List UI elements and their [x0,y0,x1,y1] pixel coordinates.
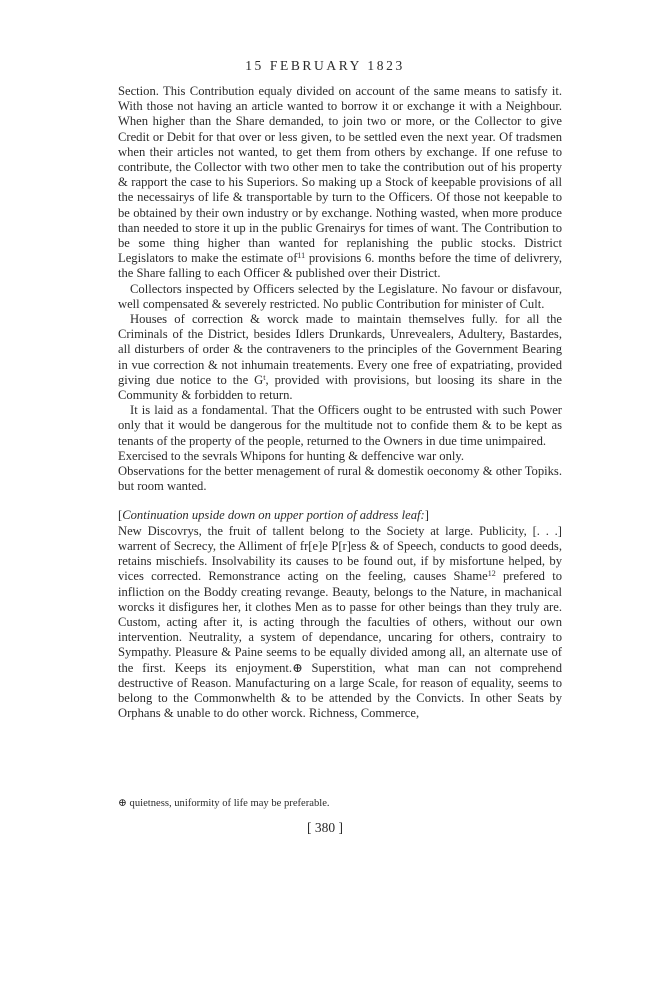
paragraph-text: Houses of correction & worck made to maintain themselves fully. for all the Criminals of the District, besides Idlers Drunkards, Unrevealers, Adultery, Bastardes, all disturbers of order & the contraveners to the principles of the Government Bearing in vue correction & not inhumain treatements. [118,312,562,372]
paragraph [118,312,562,403]
note-reference: 12 [487,569,496,579]
note-reference: 11 [297,251,306,261]
bracket-open: [ [118,508,123,523]
bracket-close: ] [424,508,429,523]
paragraph: Observations for the better menagement of rural & domestik oeconomy & other Topiks. but room wanted. [118,464,562,494]
running-head: 15 FEBRUARY 1823 [245,58,405,73]
editorial-note-text: Continuation upside down on upper portion of address leaf: [122,508,425,523]
note-mark-symbol: ⊕ [292,660,303,675]
paragraph [118,84,562,282]
note-mark-symbol: ⊕ [118,798,127,809]
paragraph: Collectors inspected by Officers selected by the Legislature. No favour or disfavour, well compensated & severely restricted. No public Contribution for minister of Cult. [118,281,562,311]
paragraph: Exercised to the sevrals Whipons for hunting & deffencive war only. [118,448,465,463]
paragraph-text: New Discovrys, the fruit of tallent belong to the Society at large. Publicity, [. . .] warrent of Secrecy, the Alliment of fr[e]e P[r]ess & of Speech, conducts to good deeds, retains mischiefs. Insolvability its causes to be found out, if by misfortune helped, by vices corrected. Remonstrance acting on the feeling, causes Shame [118,523,562,584]
document-body [118,84,562,721]
editorial-note [118,508,562,523]
paragraph-text: Section. This Contribution equaly divided on account of the same means to satisfy it. With those not having an article wanted to borrow it or exchange it with a Neighbour. When higher than the Share demanded, to join two or more, or the Collector to give Credit or Debit for that over or less given, to be settled even the next year. Of tradsmen when their articles not wanted, to get them from others by exchange. If one refuse to contribute, the Collector with two other men to take the contribution out of his property & rapport the case to his Superiors. So making up a Stock of keepable provisions of all the necessairys of life & transportable by turn to the Officers. Of those not keepable to be obtained by their own industry or by exchange. Nothing wasted, when more produce than needed to store it up in the public Grenairys for times of want. The Contribution to be some thing higher than wanted for replanishing the public stocks. District Legislators to make the estimate of [118,84,562,266]
page-number: [ 380 ] [307,820,343,835]
paragraph [118,524,562,722]
paragraph-text: Superstition, what man can not comprehend destructive of Reason. Manufacturing on a large Scale, for reason of equality, seems to belong to the Commonwhelth & to be attended by the Convicts. In other Seats by Orphans & unable to do other worck. Richness, Commerce, [118,660,562,721]
paragraph-text: , provided with provisions, but loosing its share in the Community & forbidden to return. [118,372,562,403]
paragraph-text: provisions 6. months before the time of delivrery, the Share falling to each Officer & published over their District. [118,251,562,281]
paragraph: It is laid as a fondamental. That the Officers ought to be entrusted with such Power only that it would be dangerous for the multitude not to confide them & to be kept as tenants of the property of the people, returned to the Owners in due time unimpaired. [118,403,562,448]
footnote-text: quietness, uniformity of life may be preferable. [126,798,330,809]
superscript: t [263,372,266,382]
footnote [118,797,562,810]
paragraph-text: prefered to infliction on the Boddy creating revange. Beauty, belongs to the Nature, in machanical worcks it disfigures her, it clothes Men as to passe for other beings than they truly are. Custom, acting after it, is acting through the faculties of others, without our own intervention. Neutrality, a system of dependance, uncaring for others, contrairy to Sympathy. Pleasure & Paine seems to be equally divided among all, an alternate use of the first. Keeps its enjoyment. [118,569,562,675]
paragraph-text: Every one free of expatriating, provided giving due notice to the G [118,357,562,387]
